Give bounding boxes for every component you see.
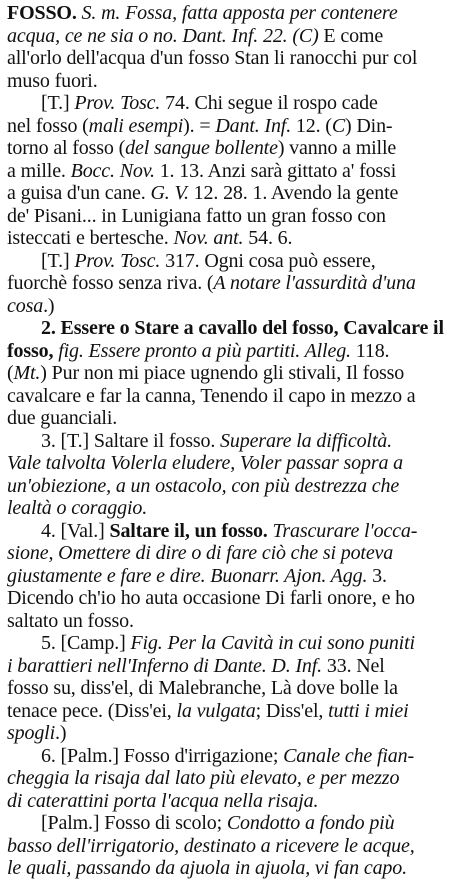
entry-line [7, 92, 462, 115]
entry-line [7, 790, 462, 813]
entry-line [7, 857, 462, 880]
entry-paragraph [7, 745, 462, 813]
text-run: fuorchè fosso senza riva. ( [7, 272, 214, 294]
entry-line [7, 745, 462, 768]
entry-paragraph [7, 632, 462, 745]
text-run: nel fosso ( [7, 114, 89, 137]
text-run: Mt. [13, 362, 41, 384]
text-run: Prov. Tosc. [74, 92, 161, 114]
entry-line [7, 767, 462, 790]
text-run: all'orlo dell'acqua d'un fosso Stan li ranocchi pur col [7, 47, 418, 69]
entry-paragraph [7, 430, 462, 520]
text-run: muso fuori. [7, 69, 98, 92]
entry-line [7, 700, 462, 723]
entry-line [7, 70, 462, 93]
text-run: di caterattini porta l'acqua nella risaja. [7, 789, 319, 812]
text-run: Dicendo ch'io ho auta occasione Di farli onore, e ho [7, 587, 415, 609]
text-run: 317. Ogni cosa può essere, [160, 249, 376, 272]
text-run: Fig. Per la Cavità in cui sono puniti [130, 632, 415, 654]
entry-line [7, 430, 462, 453]
entry-line [7, 722, 462, 745]
text-run: due guanciali. [7, 407, 118, 429]
text-run: cosa [7, 294, 44, 317]
entry-line [7, 497, 462, 520]
text-run: i barattieri nell'Inferno di Dante. D. Inf. [7, 654, 323, 677]
entry-line [7, 610, 462, 633]
text-run: ) vanno a mille [277, 137, 397, 159]
text-run: un'obiezione, a un ostacolo, con più destrezza che [7, 474, 400, 497]
text-run: E come [318, 24, 384, 47]
text-run: ) Pur non mi piace ugnendo gli stivali, Il fosso [40, 362, 405, 384]
entry-line [7, 565, 462, 588]
text-run: Prov. Tosc. [74, 249, 161, 272]
text-run: Nov. ant. [173, 227, 244, 249]
text-run: basso dell'irrigatorio, destinato a ricevere le acque, [7, 834, 415, 857]
text-run: 12. ( [291, 114, 332, 137]
text-run: [T.] [41, 92, 75, 114]
text-run: .) [55, 722, 67, 744]
text-run: 5. [Camp.] [41, 632, 131, 654]
text-run: sione, Omettere di dire o di fare ciò che si poteva [7, 542, 394, 564]
entry-line [7, 835, 462, 858]
text-run: a guisa d'un cane. [7, 182, 151, 204]
entry-line [7, 25, 462, 48]
text-run: 74. Chi segue il rospo cade [160, 92, 378, 114]
text-run: la vulgata [176, 699, 256, 722]
entry-line [7, 115, 462, 138]
text-run: G. V. [150, 182, 189, 204]
text-run: [T.] [41, 249, 75, 272]
entry-paragraph [7, 317, 462, 430]
text-run: tenace pece. (Diss'ei, [7, 699, 177, 722]
text-run: cavalcare e far la canna, Tenendo il capo in mezzo a [7, 384, 416, 407]
text-run: del sangue bollente [125, 137, 278, 159]
entry-line [7, 812, 462, 835]
entry-paragraph [7, 520, 462, 633]
entry-line [7, 677, 462, 700]
entry-line [7, 272, 462, 295]
entry-line [7, 47, 462, 70]
entry-line [7, 520, 462, 543]
entry-line [7, 475, 462, 498]
text-run: 118. [350, 339, 390, 362]
text-run: Condotto a fondo più [226, 812, 395, 834]
text-run: le quali, passando da ajuola in ajuola, vi fan capo. [7, 857, 407, 879]
text-run: Superare la difficoltà. [220, 429, 392, 452]
entry-line [7, 182, 462, 205]
entry-line [7, 655, 462, 678]
entry-paragraph [7, 812, 462, 880]
text-run: saltato un fosso. [7, 609, 134, 632]
text-run: ( [7, 362, 14, 384]
text-run: acqua, ce ne sia o no. Dant. Inf. 22. (C) [7, 24, 319, 47]
entry-line [7, 227, 462, 250]
entry-line [7, 587, 462, 610]
text-run: torno al fosso ( [7, 137, 126, 159]
text-run: 2. Essere o Stare a cavallo del fosso, Cavalcare il [41, 317, 444, 339]
text-run: ) Din- [345, 114, 393, 137]
text-run: tutti i miei [328, 699, 409, 722]
text-run: 1. 13. Anzi sarà gittato a' fossi [154, 159, 397, 182]
text-run: 4. [Val.] [41, 519, 110, 542]
text-run: 12. 28. 1. Avendo la gente [188, 182, 399, 204]
entry-line [7, 317, 462, 340]
text-run: fosso su, diss'el, di Malebranche, Là dove bolle la [7, 677, 398, 699]
entry-line [7, 340, 462, 363]
entry-line [7, 632, 462, 655]
text-run: 3. [367, 564, 387, 587]
entry-line [7, 250, 462, 273]
text-run: 54. 6. [243, 227, 293, 249]
text-run: Saltare il, un fosso. [109, 519, 268, 542]
text-run: fig. Essere pronto a più partiti. Alleg. [58, 339, 351, 362]
text-run: FOSSO. [7, 2, 77, 24]
text-run: spogli [7, 722, 55, 744]
text-run: Vale talvolta Volerla eludere, Voler passar sopra a [7, 452, 404, 474]
entry-line [7, 160, 462, 183]
text-run: C [331, 114, 346, 137]
entry-line [7, 452, 462, 475]
text-run: .) [43, 294, 55, 317]
entry-line [7, 407, 462, 430]
text-run: Bocc. Nov. [70, 159, 155, 182]
entry-line [7, 2, 462, 25]
text-run: Canale che fian- [283, 744, 415, 767]
text-run: a mille. [7, 159, 71, 182]
entry-line [7, 205, 462, 228]
entry-line [7, 542, 462, 565]
text-run: lealtà o coraggio. [7, 497, 148, 519]
text-run: 3. [T.] Saltare il fosso. [41, 429, 221, 452]
text-run: mali esempi [88, 114, 184, 137]
entry-line [7, 295, 462, 318]
text-run: de' Pisani... in Lunigiana fatto un gran fosso con [7, 204, 386, 227]
entry-line [7, 362, 462, 385]
entry-paragraph [7, 2, 462, 92]
text-run: 33. Nel [322, 654, 385, 677]
text-run: ; Diss'el, [255, 699, 329, 722]
text-run: fosso, [7, 339, 54, 362]
text-run: Trascurare l'occa- [272, 519, 418, 542]
text-run: giustamente e fare e dire. Buonarr. Ajon. Agg. [7, 564, 368, 587]
text-run: A notare l'assurdità d'una [213, 272, 416, 294]
text-run: ). = [183, 114, 216, 137]
text-run: cheggia la risaja dal lato più elevato, e per mezzo [7, 767, 400, 789]
text-run: isteccati e bertesche. [7, 227, 174, 249]
entry-paragraph [7, 250, 462, 318]
entry-line [7, 385, 462, 408]
entry-line [7, 137, 462, 160]
text-run: [Palm.] Fosso di scolo; [41, 812, 227, 834]
entry-paragraph [7, 92, 462, 250]
text-run: Dant. Inf. [215, 114, 292, 137]
text-run: 6. [Palm.] Fosso d'irrigazione; [41, 744, 284, 767]
dictionary-entry-fosso [7, 2, 462, 880]
text-run: S. m. Fossa, fatta apposta per contenere [81, 2, 398, 24]
